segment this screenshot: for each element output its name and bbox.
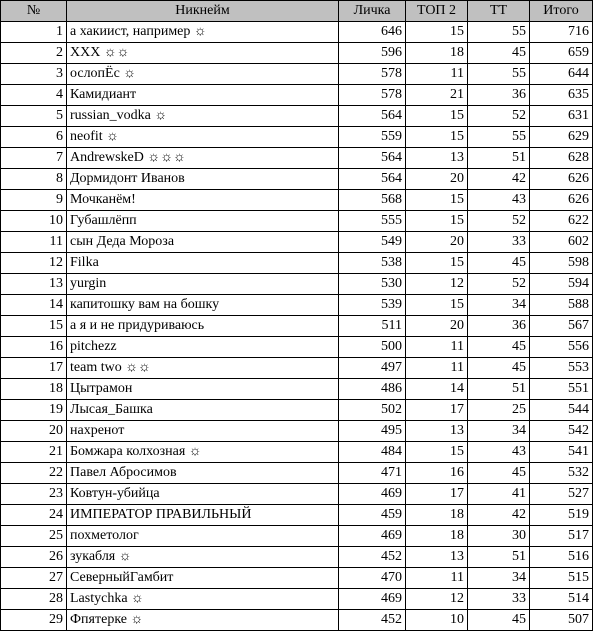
table-row (1, 43, 593, 64)
header-top2: ТОП 2 (406, 1, 468, 22)
row-number-cell: 23 (1, 484, 67, 505)
total-score-cell: 628 (530, 148, 593, 169)
total-score-cell: 541 (530, 442, 593, 463)
total-score-cell: 626 (530, 190, 593, 211)
table-row (1, 463, 593, 484)
tt-score-cell: 45 (468, 463, 530, 484)
tt-score-cell: 36 (468, 316, 530, 337)
nickname-cell: Фпятерке ☼ (67, 610, 339, 631)
personal-score-cell: 646 (339, 22, 406, 43)
tt-score-cell: 43 (468, 190, 530, 211)
table-row (1, 505, 593, 526)
row-number-cell: 11 (1, 232, 67, 253)
table-row (1, 589, 593, 610)
top2-score-cell: 18 (406, 43, 468, 64)
nickname-cell: Дормидонт Иванов (67, 169, 339, 190)
top2-score-cell: 17 (406, 400, 468, 421)
top2-score-cell: 15 (406, 211, 468, 232)
top2-score-cell: 18 (406, 526, 468, 547)
total-score-cell: 556 (530, 337, 593, 358)
tt-score-cell: 45 (468, 358, 530, 379)
nickname-cell: pitchezz (67, 337, 339, 358)
table-row (1, 337, 593, 358)
table-row (1, 274, 593, 295)
personal-score-cell: 471 (339, 463, 406, 484)
total-score-cell: 602 (530, 232, 593, 253)
table-row (1, 22, 593, 43)
nickname-cell: ИМПЕРАТОР ПРАВИЛЬНЫЙ (67, 505, 339, 526)
tt-score-cell: 36 (468, 85, 530, 106)
top2-score-cell: 11 (406, 337, 468, 358)
tt-score-cell: 34 (468, 568, 530, 589)
table-row (1, 148, 593, 169)
table-row (1, 295, 593, 316)
top2-score-cell: 12 (406, 274, 468, 295)
nickname-cell: team two ☼☼ (67, 358, 339, 379)
nickname-cell: Цытрамон (67, 379, 339, 400)
personal-score-cell: 578 (339, 85, 406, 106)
personal-score-cell: 470 (339, 568, 406, 589)
personal-score-cell: 484 (339, 442, 406, 463)
tt-score-cell: 52 (468, 106, 530, 127)
row-number-cell: 21 (1, 442, 67, 463)
table-row (1, 232, 593, 253)
nickname-cell: Мочканём! (67, 190, 339, 211)
personal-score-cell: 564 (339, 106, 406, 127)
table-body (1, 22, 593, 631)
tt-score-cell: 55 (468, 127, 530, 148)
tt-score-cell: 33 (468, 589, 530, 610)
tt-score-cell: 34 (468, 421, 530, 442)
nickname-cell: а я и не придуриваюсь (67, 316, 339, 337)
top2-score-cell: 13 (406, 547, 468, 568)
row-number-cell: 26 (1, 547, 67, 568)
nickname-cell: похметолог (67, 526, 339, 547)
top2-score-cell: 17 (406, 484, 468, 505)
personal-score-cell: 469 (339, 589, 406, 610)
top2-score-cell: 20 (406, 169, 468, 190)
tt-score-cell: 52 (468, 211, 530, 232)
personal-score-cell: 549 (339, 232, 406, 253)
nickname-cell: neofit ☼ (67, 127, 339, 148)
total-score-cell: 515 (530, 568, 593, 589)
header-number: № (1, 1, 67, 22)
top2-score-cell: 14 (406, 379, 468, 400)
total-score-cell: 516 (530, 547, 593, 568)
row-number-cell: 19 (1, 400, 67, 421)
personal-score-cell: 555 (339, 211, 406, 232)
personal-score-cell: 511 (339, 316, 406, 337)
nickname-cell: Губашлёпп (67, 211, 339, 232)
nickname-cell: а хакиист, например ☼ (67, 22, 339, 43)
personal-score-cell: 495 (339, 421, 406, 442)
table-row (1, 190, 593, 211)
tt-score-cell: 34 (468, 295, 530, 316)
total-score-cell: 622 (530, 211, 593, 232)
table-row (1, 547, 593, 568)
tt-score-cell: 45 (468, 337, 530, 358)
personal-score-cell: 530 (339, 274, 406, 295)
row-number-cell: 3 (1, 64, 67, 85)
table-row (1, 358, 593, 379)
total-score-cell: 551 (530, 379, 593, 400)
table-row (1, 253, 593, 274)
personal-score-cell: 452 (339, 547, 406, 568)
personal-score-cell: 538 (339, 253, 406, 274)
total-score-cell: 517 (530, 526, 593, 547)
row-number-cell: 7 (1, 148, 67, 169)
row-number-cell: 25 (1, 526, 67, 547)
top2-score-cell: 13 (406, 421, 468, 442)
top2-score-cell: 20 (406, 232, 468, 253)
total-score-cell: 644 (530, 64, 593, 85)
header-personal: Личка (339, 1, 406, 22)
nickname-cell: Лысая_Башка (67, 400, 339, 421)
top2-score-cell: 20 (406, 316, 468, 337)
table-row (1, 526, 593, 547)
nickname-cell: Filka (67, 253, 339, 274)
nickname-cell: Камидиант (67, 85, 339, 106)
tt-score-cell: 43 (468, 442, 530, 463)
total-score-cell: 544 (530, 400, 593, 421)
row-number-cell: 6 (1, 127, 67, 148)
top2-score-cell: 21 (406, 85, 468, 106)
total-score-cell: 553 (530, 358, 593, 379)
nickname-cell: yurgin (67, 274, 339, 295)
personal-score-cell: 564 (339, 148, 406, 169)
tt-score-cell: 42 (468, 169, 530, 190)
table-row (1, 127, 593, 148)
top2-score-cell: 10 (406, 610, 468, 631)
total-score-cell: 626 (530, 169, 593, 190)
table-row (1, 85, 593, 106)
personal-score-cell: 500 (339, 337, 406, 358)
row-number-cell: 17 (1, 358, 67, 379)
total-score-cell: 629 (530, 127, 593, 148)
row-number-cell: 27 (1, 568, 67, 589)
total-score-cell: 594 (530, 274, 593, 295)
total-score-cell: 598 (530, 253, 593, 274)
row-number-cell: 28 (1, 589, 67, 610)
header-tt: ТТ (468, 1, 530, 22)
row-number-cell: 4 (1, 85, 67, 106)
personal-score-cell: 559 (339, 127, 406, 148)
total-score-cell: 588 (530, 295, 593, 316)
top2-score-cell: 11 (406, 64, 468, 85)
personal-score-cell: 486 (339, 379, 406, 400)
total-score-cell: 716 (530, 22, 593, 43)
top2-score-cell: 15 (406, 190, 468, 211)
nickname-cell: AndrewskeD ☼☼☼ (67, 148, 339, 169)
table-row (1, 568, 593, 589)
header-nickname: Никнейм (67, 1, 339, 22)
tt-score-cell: 45 (468, 253, 530, 274)
row-number-cell: 22 (1, 463, 67, 484)
personal-score-cell: 469 (339, 484, 406, 505)
row-number-cell: 13 (1, 274, 67, 295)
nickname-cell: Lastychka ☼ (67, 589, 339, 610)
total-score-cell: 519 (530, 505, 593, 526)
top2-score-cell: 16 (406, 463, 468, 484)
total-score-cell: 567 (530, 316, 593, 337)
row-number-cell: 8 (1, 169, 67, 190)
row-number-cell: 24 (1, 505, 67, 526)
row-number-cell: 1 (1, 22, 67, 43)
tt-score-cell: 51 (468, 379, 530, 400)
row-number-cell: 20 (1, 421, 67, 442)
table-row (1, 169, 593, 190)
total-score-cell: 542 (530, 421, 593, 442)
nickname-cell: XXX ☼☼ (67, 43, 339, 64)
total-score-cell: 631 (530, 106, 593, 127)
row-number-cell: 18 (1, 379, 67, 400)
row-number-cell: 2 (1, 43, 67, 64)
nickname-cell: Ковтун-убийца (67, 484, 339, 505)
tt-score-cell: 51 (468, 148, 530, 169)
row-number-cell: 16 (1, 337, 67, 358)
row-number-cell: 10 (1, 211, 67, 232)
nickname-cell: Павел Абросимов (67, 463, 339, 484)
table-row (1, 442, 593, 463)
top2-score-cell: 15 (406, 442, 468, 463)
personal-score-cell: 568 (339, 190, 406, 211)
tt-score-cell: 41 (468, 484, 530, 505)
row-number-cell: 9 (1, 190, 67, 211)
personal-score-cell: 497 (339, 358, 406, 379)
top2-score-cell: 15 (406, 295, 468, 316)
personal-score-cell: 502 (339, 400, 406, 421)
top2-score-cell: 15 (406, 253, 468, 274)
nickname-cell: сын Деда Мороза (67, 232, 339, 253)
top2-score-cell: 11 (406, 358, 468, 379)
top2-score-cell: 18 (406, 505, 468, 526)
table-row (1, 64, 593, 85)
nickname-cell: Бомжара колхозная ☼ (67, 442, 339, 463)
tt-score-cell: 25 (468, 400, 530, 421)
nickname-cell: нахренот (67, 421, 339, 442)
tt-score-cell: 45 (468, 610, 530, 631)
personal-score-cell: 452 (339, 610, 406, 631)
total-score-cell: 532 (530, 463, 593, 484)
table-row (1, 484, 593, 505)
tt-score-cell: 30 (468, 526, 530, 547)
nickname-cell: зукабля ☼ (67, 547, 339, 568)
personal-score-cell: 578 (339, 64, 406, 85)
nickname-cell: russian_vodka ☼ (67, 106, 339, 127)
top2-score-cell: 11 (406, 568, 468, 589)
table-row (1, 106, 593, 127)
tt-score-cell: 42 (468, 505, 530, 526)
top2-score-cell: 12 (406, 589, 468, 610)
top2-score-cell: 13 (406, 148, 468, 169)
total-score-cell: 527 (530, 484, 593, 505)
header-row (1, 1, 593, 22)
total-score-cell: 514 (530, 589, 593, 610)
top2-score-cell: 15 (406, 127, 468, 148)
personal-score-cell: 596 (339, 43, 406, 64)
header-total: Итого (530, 1, 593, 22)
top2-score-cell: 15 (406, 22, 468, 43)
table-row (1, 421, 593, 442)
tt-score-cell: 52 (468, 274, 530, 295)
personal-score-cell: 539 (339, 295, 406, 316)
tt-score-cell: 33 (468, 232, 530, 253)
top2-score-cell: 15 (406, 106, 468, 127)
personal-score-cell: 469 (339, 526, 406, 547)
nickname-cell: СеверныйГамбит (67, 568, 339, 589)
table-row (1, 316, 593, 337)
total-score-cell: 507 (530, 610, 593, 631)
personal-score-cell: 564 (339, 169, 406, 190)
nickname-cell: капитошку вам на бошку (67, 295, 339, 316)
row-number-cell: 12 (1, 253, 67, 274)
row-number-cell: 29 (1, 610, 67, 631)
personal-score-cell: 459 (339, 505, 406, 526)
total-score-cell: 635 (530, 85, 593, 106)
tt-score-cell: 55 (468, 64, 530, 85)
table-row (1, 610, 593, 631)
row-number-cell: 15 (1, 316, 67, 337)
row-number-cell: 14 (1, 295, 67, 316)
table-row (1, 211, 593, 232)
nickname-cell: ослопЁс ☼ (67, 64, 339, 85)
tt-score-cell: 55 (468, 22, 530, 43)
table-row (1, 400, 593, 421)
tt-score-cell: 45 (468, 43, 530, 64)
table-row (1, 379, 593, 400)
total-score-cell: 659 (530, 43, 593, 64)
row-number-cell: 5 (1, 106, 67, 127)
tt-score-cell: 51 (468, 547, 530, 568)
